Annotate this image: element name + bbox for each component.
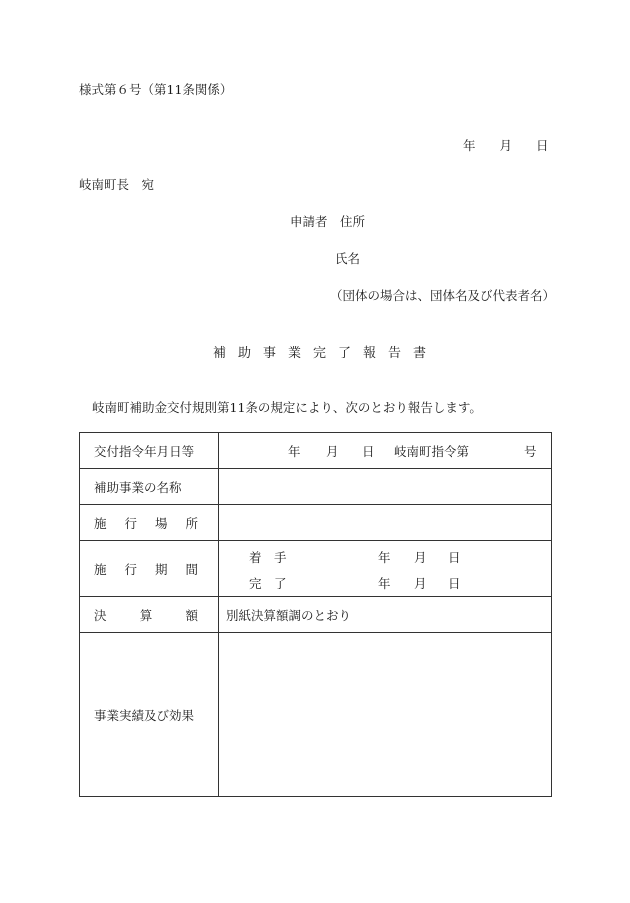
settlement-label: 決 算 額 bbox=[80, 597, 219, 633]
title-char: 助 bbox=[238, 346, 253, 361]
applicant-name-label: 氏名 bbox=[335, 251, 361, 266]
settlement-value[interactable]: 別紙決算額調のとおり bbox=[219, 597, 552, 633]
results-value[interactable] bbox=[219, 633, 552, 797]
table-row bbox=[80, 433, 552, 469]
grant-order-date-value[interactable]: 年 月 日 岐南町指令第 号 bbox=[219, 433, 552, 469]
grant-order-date-label: 交付指令年月日等 bbox=[80, 433, 219, 469]
form-number: 様式第６号（第11条関係） bbox=[79, 82, 233, 97]
title-char: 完 bbox=[313, 346, 328, 361]
period-value[interactable] bbox=[219, 541, 552, 597]
table-row bbox=[80, 469, 552, 505]
location-value[interactable] bbox=[219, 505, 552, 541]
project-name-label: 補助事業の名称 bbox=[80, 469, 219, 505]
title-char: 書 bbox=[413, 346, 428, 361]
title-char: 事 bbox=[263, 346, 278, 361]
period-label: 施 行 期 間 bbox=[80, 541, 219, 597]
body-text: 岐南町補助金交付規則第11条の規定により、次のとおり報告します。 bbox=[92, 400, 482, 415]
table-row bbox=[80, 541, 552, 597]
title-char: 了 bbox=[338, 346, 353, 361]
applicant-note: （団体の場合は、団体名及び代表者名） bbox=[330, 288, 556, 303]
table-row bbox=[80, 505, 552, 541]
report-date bbox=[463, 136, 549, 154]
title-char: 報 bbox=[363, 346, 378, 361]
table-row bbox=[80, 597, 552, 633]
title-char: 告 bbox=[388, 346, 403, 361]
period-end-row: 完 了 年 月 日 bbox=[249, 575, 461, 591]
location-label: 施 行 場 所 bbox=[80, 505, 219, 541]
addressee: 岐南町長 宛 bbox=[79, 177, 155, 192]
title-char: 業 bbox=[288, 346, 303, 361]
project-name-value[interactable] bbox=[219, 469, 552, 505]
report-table bbox=[79, 432, 552, 797]
date-year: 年 bbox=[463, 138, 476, 153]
applicant-address-label: 申請者 住所 bbox=[290, 214, 366, 229]
document-title bbox=[213, 342, 438, 361]
date-month: 月 bbox=[499, 138, 513, 153]
title-char: 補 bbox=[213, 346, 228, 361]
period-start-row: 着 手 年 月 日 bbox=[249, 549, 461, 565]
results-label: 事業実績及び効果 bbox=[80, 633, 219, 797]
table-row bbox=[80, 633, 552, 797]
date-day: 日 bbox=[536, 138, 549, 153]
